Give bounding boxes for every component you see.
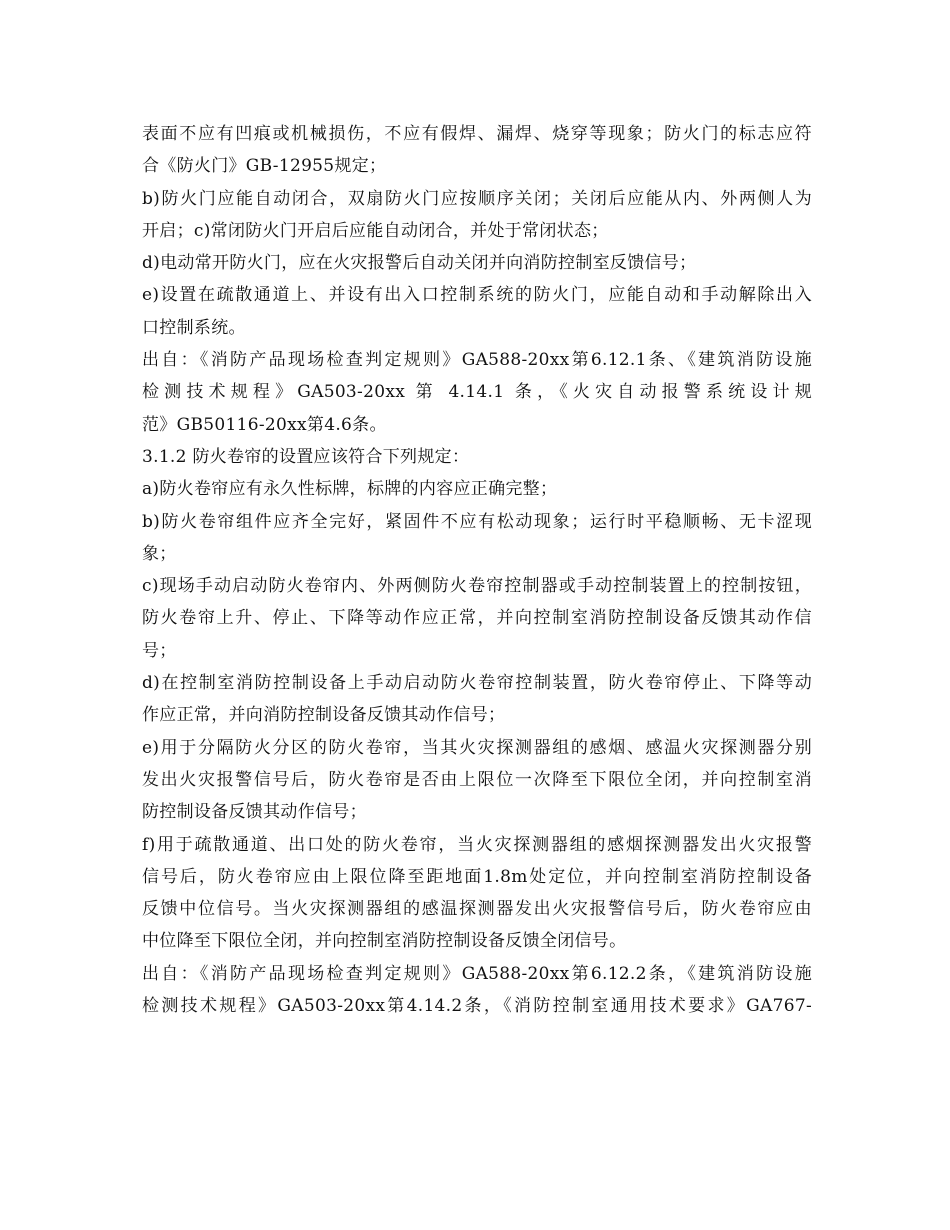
body-text	[142, 118, 812, 1022]
text-line: 检测技术规程》GA503-20xx第4.14.2条，《消防控制室通用技术要求》GA767-	[142, 996, 812, 1017]
text-line: 检测技术规程》GA503-20xx 第 4.14.1 条，《火灾自动报警系统设计规	[142, 382, 812, 403]
text-line: e)设置在疏散通道上、并设有出入口控制系统的防火门，应能自动和手动解除出入	[142, 285, 812, 306]
text-line: c)现场手动启动防火卷帘内、外两侧防火卷帘控制器或手动控制装置上的控制按钮，	[142, 576, 812, 597]
text-line: 防控制设备反馈其动作信号；	[142, 802, 367, 823]
text-line: 中位降至下限位全闭，并向控制室消防控制设备反馈全闭信号。	[142, 931, 627, 952]
text-line: 防火卷帘上升、停止、下降等动作应正常，并向控制室消防控制设备反馈其动作信	[142, 608, 812, 629]
text-line: 反馈中位信号。当火灾探测器组的感温探测器发出火灾报警信号后，防火卷帘应由	[142, 899, 812, 920]
text-line: 号；	[142, 640, 177, 661]
section-heading: 3.1.2 防火卷帘的设置应该符合下列规定：	[142, 446, 470, 467]
text-line: b)防火门应能自动闭合，双扇防火门应按顺序关闭；关闭后应能从内、外两侧人为	[142, 188, 812, 209]
text-line: 发出火灾报警信号后，防火卷帘是否由上限位一次降至下限位全闭，并向控制室消	[142, 769, 812, 790]
text-line: 范》GB50116-20xx第4.6条。	[142, 414, 387, 435]
text-line: d)电动常开防火门，应在火灾报警后自动关闭并向消防控制室反馈信号；	[142, 253, 697, 274]
text-line: e)用于分隔防火分区的防火卷帘，当其火灾探测器组的感烟、感温火灾探测器分别	[142, 737, 812, 758]
text-line: 出自：《消防产品现场检查判定规则》GA588-20xx第6.12.1条、《建筑消防设施	[142, 350, 812, 371]
text-line: 信号后，防火卷帘应由上限位降至距地面1.8m处定位，并向控制室消防控制设备	[142, 866, 812, 887]
text-line: 表面不应有凹痕或机械损伤，不应有假焊、漏焊、烧穿等现象；防火门的标志应符	[142, 124, 812, 144]
text-line: 合《防火门》GB-12955规定；	[142, 156, 387, 177]
text-line: f)用于疏散通道、出口处的防火卷帘，当火灾探测器组的感烟探测器发出火灾报警	[142, 834, 812, 855]
text-line: 象；	[142, 543, 177, 564]
text-line: b)防火卷帘组件应齐全完好，紧固件不应有松动现象；运行时平稳顺畅、无卡涩现	[142, 511, 812, 532]
text-line: d)在控制室消防控制设备上手动启动防火卷帘控制装置，防火卷帘停止、下降等动	[142, 673, 812, 694]
text-line: 出自：《消防产品现场检查判定规则》GA588-20xx第6.12.2条，《建筑消防设施	[142, 963, 812, 984]
text-line: a)防火卷帘应有永久性标牌，标牌的内容应正确完整；	[142, 479, 558, 500]
text-line: 作应正常，并向消防控制设备反馈其动作信号；	[142, 705, 506, 726]
text-line: 开启；c)常闭防火门开启后应能自动闭合，并处于常闭状态；	[142, 220, 609, 241]
text-line: 口控制系统。	[142, 317, 246, 338]
